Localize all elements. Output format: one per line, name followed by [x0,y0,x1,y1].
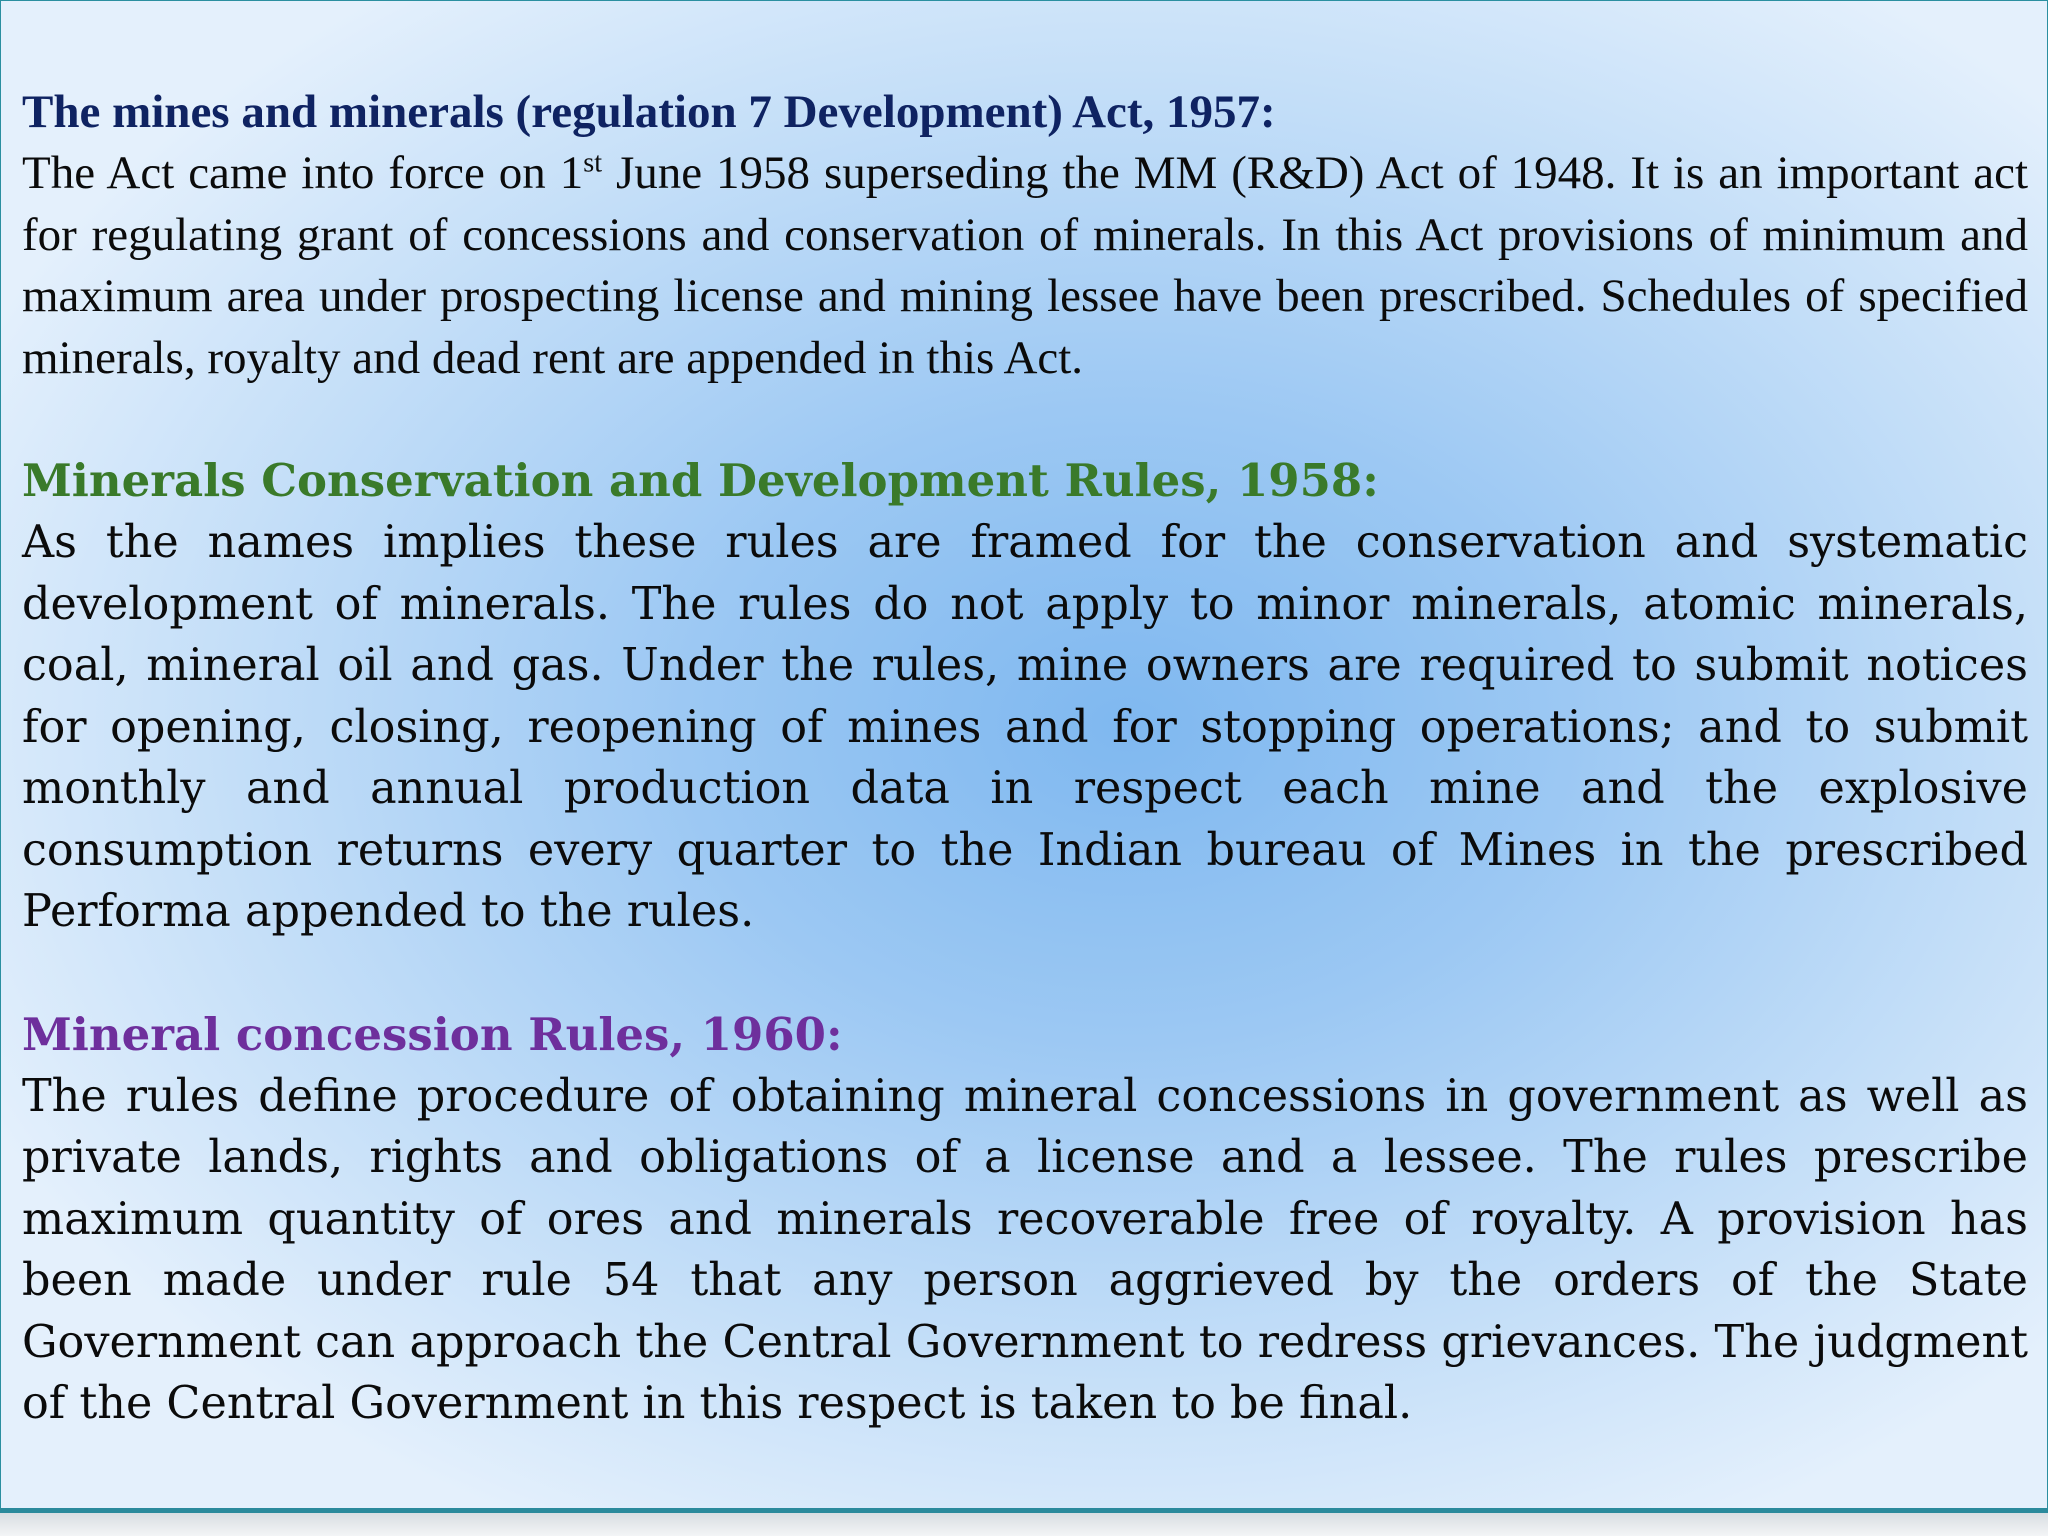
section-body-mcr: The rules define procedure of obtaining mineral concessions in government as well as private lands, rights and obligations of a license and a lessee. The rules prescribe maximum quantity of ores and minerals recoverable free of royalty. A provision has been made under rule 54 that any person aggrieved by the orders of the State Government can approach the Central Government to redress grievances. The judgment of the Central Government in this respect is taken to be final. [22,1070,2028,1429]
section-mcr [22,1004,2028,1435]
section-body-mmrd-act [22,143,2028,389]
body-text-post: June 1958 superseding the MM (R&D) Act of 1948. It is an important act for regulating grant of concessions and conservation of minerals. In this Act provisions of minimum and maximum area under prospecting license and mining lessee have been prescribed. Schedules of specified minerals, royalty and dead rent are appended in this Act. [22,147,2028,384]
section-body-mcdr: As the names implies these rules are framed for the conservation and systematic development of minerals. The rules do not apply to minor minerals, atomic minerals, coal, mineral oil and gas. Under the rules, mine owners are required to submit notices for opening, closing, reopening of mines and for stopping operations; and to submit monthly and annual production data in respect each mine and the explosive consumption returns every quarter to the Indian bureau of Mines in the prescribed Performa appended to the rules. [22,517,2028,937]
ordinal-suffix: st [583,147,603,179]
slide-bottom-shadow [0,1513,2048,1536]
section-heading-mcdr: Minerals Conservation and Development Rules, 1958: [22,454,1379,507]
section-heading-mmrd-act: The mines and minerals (regulation 7 Development) Act, 1957: [22,86,1276,138]
section-mcdr [22,450,2028,943]
section-gap [22,389,2028,450]
section-heading-mcr: Mineral concession Rules, 1960: [22,1007,843,1061]
section-gap [22,943,2028,1004]
slide-content [22,81,2028,1435]
body-text-pre: The Act came into force on 1 [22,147,584,199]
section-mmrd-act [22,81,2028,389]
